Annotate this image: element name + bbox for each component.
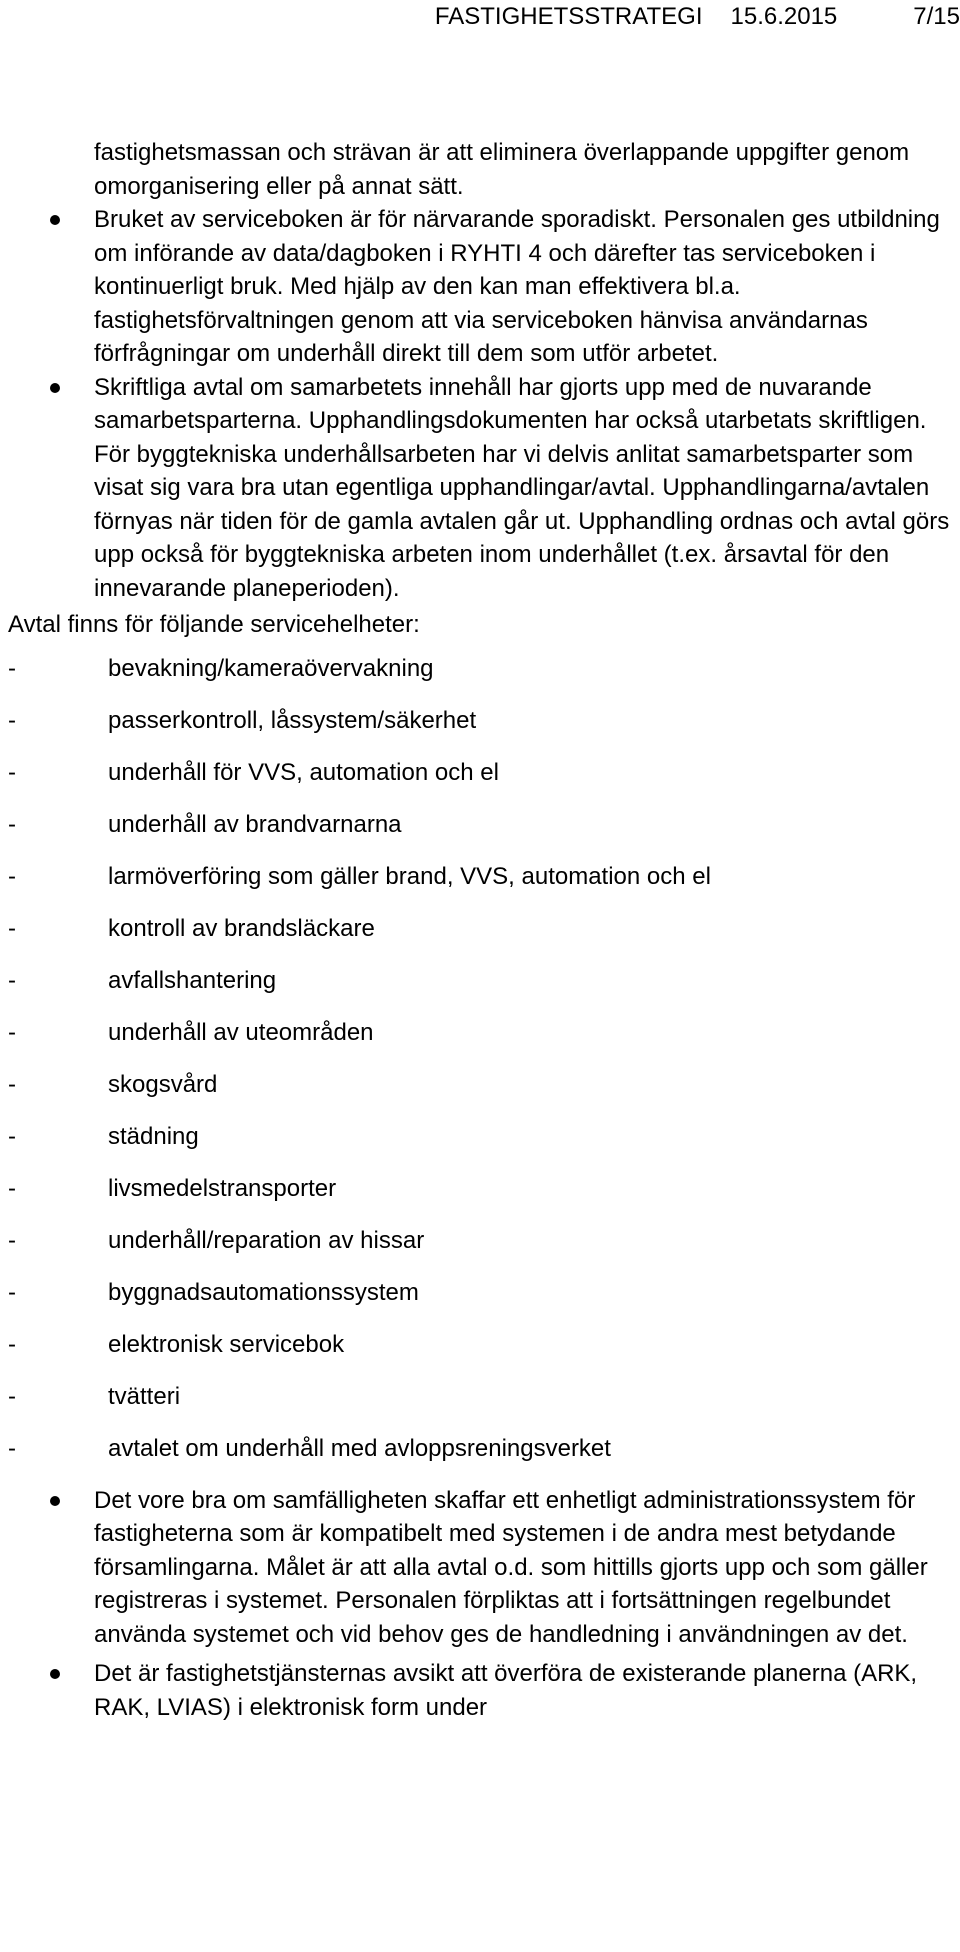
service-label: avtalet om underhåll med avloppsreningsverket bbox=[108, 1434, 611, 1462]
service-label: underhåll/reparation av hissar bbox=[108, 1226, 425, 1254]
bullet-text: Det vore bra om samfälligheten skaffar ett enhetligt administrationssystem för fastigheterna som är kompatibelt med systemen i de andra mest betydande församlingarna. Målet är att alla avtal o.d. som hittills gjorts upp och som gäller registreras i systemet. Personalen förpliktas att i fortsättningen regelbundet använda systemet och vid behov ges de handledning i användningen av det. bbox=[94, 1486, 928, 1648]
service-label: elektronisk servicebok bbox=[108, 1330, 345, 1358]
list-item bbox=[8, 1276, 960, 1328]
dash-marker: - bbox=[8, 706, 16, 734]
services-list bbox=[8, 652, 960, 1484]
list-item bbox=[8, 964, 960, 1016]
dash-marker: - bbox=[8, 758, 16, 786]
service-label: byggnadsautomationssystem bbox=[108, 1278, 419, 1306]
service-label: tvätteri bbox=[108, 1382, 181, 1410]
dash-marker: - bbox=[8, 1122, 16, 1150]
service-label: underhåll för VVS, automation och el bbox=[108, 758, 499, 786]
page-number: 7/15 bbox=[913, 3, 960, 30]
dash-marker: - bbox=[8, 1382, 16, 1410]
list-item bbox=[8, 1172, 960, 1224]
dash-marker: - bbox=[8, 1018, 16, 1046]
bullet-item bbox=[94, 203, 960, 371]
dash-marker: - bbox=[8, 810, 16, 838]
service-label: underhåll av brandvarnarna bbox=[108, 810, 402, 838]
list-item bbox=[8, 1120, 960, 1172]
service-label: städning bbox=[108, 1122, 199, 1150]
dash-marker: - bbox=[8, 654, 16, 682]
list-item bbox=[8, 756, 960, 808]
bullet-text: Det är fastighetstjänsternas avsikt att överföra de existerande planerna (ARK, RAK, LVIAS) i elektronisk form under bbox=[94, 1660, 918, 1721]
service-label: bevakning/kameraövervakning bbox=[108, 654, 434, 682]
bullet-text: Bruket av serviceboken är för närvarande sporadiskt. Personalen ges utbildning om införande av data/dagboken i RYHTI 4 och därefter tas serviceboken i kontinuerligt bruk. Med hjälp av den kan man effektivera bl.a. fastighetsförvaltningen genom att via serviceboken hänvisa användarnas förfrågningar om underhåll direkt till dem som utför arbetet. bbox=[94, 206, 940, 367]
dash-marker: - bbox=[8, 1226, 16, 1254]
list-item bbox=[8, 704, 960, 756]
list-item bbox=[8, 1380, 960, 1432]
bullet-dot-icon bbox=[50, 383, 60, 393]
services-intro: Avtal finns för följande servicehelheter: bbox=[8, 611, 420, 638]
dash-marker: - bbox=[8, 966, 16, 994]
list-item bbox=[8, 860, 960, 912]
list-item bbox=[8, 1328, 960, 1380]
list-item bbox=[8, 652, 960, 704]
bullet-item bbox=[94, 1657, 960, 1724]
bullet-dot-icon bbox=[50, 215, 60, 225]
service-label: livsmedelstransporter bbox=[108, 1174, 337, 1202]
bullet-text: Skriftliga avtal om samarbetets innehåll har gjorts upp med de nuvarande samarbetsparterna. Upphandlingsdokumenten har också utarbetats skriftligen. För byggtekniska underhållsarbeten har vi delvis anlitat samarbetsparter som visat sig vara bra utan egentliga upphandlingar/avtal. Upphandlingarna/avtalen förnyas när tiden för de gamla avtalen går ut. Upphandling ordnas och avtal görs upp också för byggtekniska arbeten inom underhållet (t.ex. årsavtal för den innevarande planeperioden). bbox=[94, 373, 950, 602]
service-label: passerkontroll, låssystem/säkerhet bbox=[108, 706, 477, 734]
list-item bbox=[8, 912, 960, 964]
list-item bbox=[8, 1432, 960, 1484]
page-header bbox=[435, 2, 960, 32]
service-label: avfallshantering bbox=[108, 966, 277, 994]
dash-marker: - bbox=[8, 862, 16, 890]
bullet-item bbox=[94, 1484, 960, 1652]
dash-marker: - bbox=[8, 914, 16, 942]
document-date: 15.6.2015 bbox=[730, 3, 838, 30]
dash-marker: - bbox=[8, 1174, 16, 1202]
list-item bbox=[8, 1224, 960, 1276]
service-label: kontroll av brandsläckare bbox=[108, 914, 375, 942]
service-label: skogsvård bbox=[108, 1070, 218, 1098]
continuation-paragraph: fastighetsmassan och strävan är att eliminera överlappande uppgifter genom omorganisering eller på annat sätt. bbox=[94, 139, 910, 200]
list-item bbox=[8, 1068, 960, 1120]
dash-marker: - bbox=[8, 1434, 16, 1462]
document-title: FASTIGHETSSTRATEGI bbox=[434, 3, 703, 30]
bullet-dot-icon bbox=[50, 1669, 60, 1679]
service-label: underhåll av uteområden bbox=[108, 1018, 374, 1046]
list-item bbox=[8, 1016, 960, 1068]
dash-marker: - bbox=[8, 1330, 16, 1358]
document-body bbox=[8, 136, 960, 1724]
list-item bbox=[8, 808, 960, 860]
service-label: larmöverföring som gäller brand, VVS, automation och el bbox=[108, 862, 711, 890]
bullet-dot-icon bbox=[50, 1496, 60, 1506]
bullet-item bbox=[94, 371, 960, 606]
dash-marker: - bbox=[8, 1278, 16, 1306]
dash-marker: - bbox=[8, 1070, 16, 1098]
